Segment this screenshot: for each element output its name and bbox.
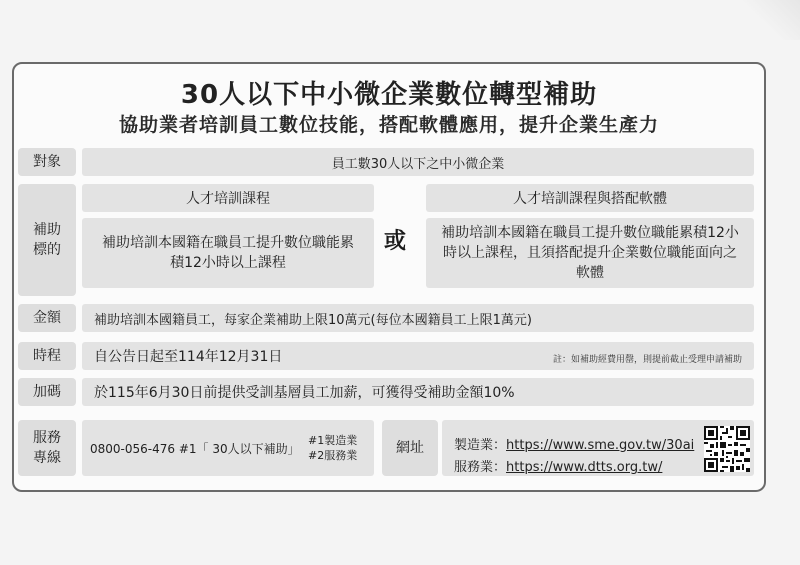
option1-description: 補助培訓本國籍在職員工提升數位職能累積12小時以上課程	[82, 218, 374, 288]
website-line-manufacturing	[454, 434, 694, 453]
option2-title: 人才培訓課程與搭配軟體	[426, 184, 754, 212]
website-prefix-manufacturing: 製造業：	[454, 438, 507, 453]
amount-label: 金額	[18, 304, 76, 332]
page-subtitle: 協助業者培訓員工數位技能，搭配軟體應用，提升企業生產力	[118, 114, 659, 136]
qr-code-icon[interactable]	[704, 426, 750, 472]
hotline-number[interactable]: 0800-056-476 #1「 30人以下補助」	[90, 442, 300, 456]
hotline-label: 服務 專線	[18, 420, 76, 476]
schedule-text: 自公告日起至114年12月31日	[94, 349, 283, 365]
hotline-ext-manufacturing: #1製造業	[308, 434, 358, 447]
website-link-manufacturing[interactable]: https://www.sme.gov.tw/30ai	[506, 438, 695, 453]
flyer-card	[12, 62, 766, 492]
page-title: 30人以下中小微企業數位轉型補助	[180, 80, 598, 110]
bonus-label: 加碼	[18, 378, 76, 406]
hotline-box	[82, 420, 374, 476]
page-corner	[740, 0, 800, 40]
bonus-value: 於115年6月30日前提供受訓基層員工加薪，可獲得受補助金額10%	[82, 378, 754, 406]
subsidy-label: 補助 標的	[18, 184, 76, 296]
target-label: 對象	[18, 148, 76, 176]
website-line-service	[454, 456, 662, 475]
option1-title: 人才培訓課程	[82, 184, 374, 212]
website-label: 網址	[382, 420, 438, 476]
amount-value: 補助培訓本國籍員工，每家企業補助上限10萬元(每位本國籍員工上限1萬元)	[82, 304, 754, 332]
schedule-note: 註：如補助經費用罄，則提前截止受理申請補助	[552, 355, 742, 365]
or-label: 或	[384, 229, 407, 254]
website-prefix-service: 服務業：	[454, 460, 507, 475]
option2-description: 補助培訓本國籍在職員工提升數位職能累積12小時以上課程，且須搭配提升企業數位職能面向之軟體	[426, 218, 754, 288]
hotline-ext-service: #2服務業	[308, 449, 358, 462]
target-value: 員工數30人以下之中小微企業	[82, 148, 754, 176]
website-link-service[interactable]: https://www.dtts.org.tw/	[506, 460, 663, 475]
schedule-label: 時程	[18, 342, 76, 370]
